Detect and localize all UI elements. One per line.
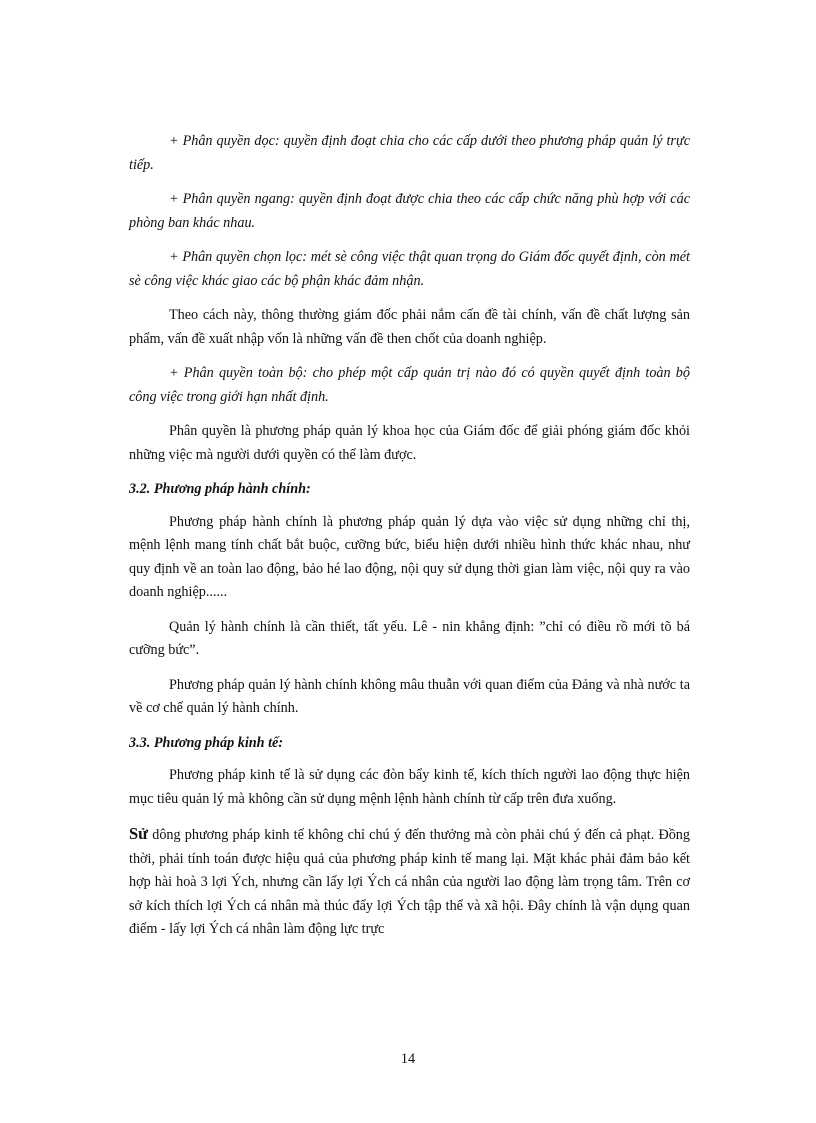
paragraph-lead-word: Sử [129,824,149,843]
paragraph-administrative-definition: Phương pháp hành chính là phương pháp quản lý dựa vào việc sử dụng những chỉ thị, mệnh lệnh mang tính chất bắt buộc, cưỡng bức, biểu hiện dưới nhiều hình thức khác nhau, như quy định về an toàn lao động, bảo hé lao động, nội quy sử dụng thời gian làm việc, nội quy ra vào doanh nghiệp...... [129,513,690,600]
paragraph-director-duties: Theo cách này, thông thường giám đốc phải nắm cấn đề tài chính, vấn đề chất lượng sản phẩm, vấn đề xuất nhập vốn là những vấn đề then chốt của doanh nghiệp. [129,307,690,347]
section-heading-economic: 3.3. Phương pháp kinh tế: [129,734,284,751]
paragraph-delegation-summary: Phân quyền là phương pháp quản lý khoa học của Giám đốc để giải phóng giám đốc khỏi những việc mà người dưới quyền có thể làm được. [129,423,690,463]
paragraph-economic-usage-text: dông phương pháp kinh tế không chỉ chú ý đến thưởng mà còn phải chú ý đến cả phạt. Đồng thời, phải tính toán được hiệu quả của phương pháp kinh tế mang lại. Mặt khác phải đảm bảo kết hợp hài hoà 3 lợi Ých, nhưng cần lấy lợi Ých cá nhân của người lao động làm trọng tâm. Trên cơ sở kích thích lợi Ých cá nhân mà thúc đẩy lợi Ých tập thể và xã hội. Đây chính là vận dụng quan điểm - lấy lợi Ých cá nhân làm động lực trực [129,827,690,937]
paragraph-full-delegation: + Phân quyền toàn bộ: cho phép một cấp quản trị nào đó có quyền quyết định toàn bộ công việc trong giới hạn nhất định. [129,365,690,405]
page-body [129,130,690,942]
paragraph-administrative-policy: Phương pháp quản lý hành chính không mâu thuẫn với quan điểm của Đảng và nhà nước ta về cơ chế quản lý hành chính. [129,676,690,716]
paragraph-horizontal-delegation: + Phân quyền ngang: quyền định đoạt được chia theo các cấp chức năng phù hợp với các phòng ban khác nhau. [129,191,690,231]
paragraph-economic-definition: Phương pháp kinh tế là sử dụng các đòn bẩy kinh tế, kích thích người lao động thực hiện mục tiêu quản lý mà không cần sử dụng mệnh lệnh hành chính từ cấp trên đưa xuống. [129,767,690,807]
paragraph-economic-usage [129,822,690,942]
section-heading-administrative: 3.2. Phương pháp hành chính: [129,481,311,497]
page-number: 14 [400,1051,416,1067]
paragraph-selective-delegation: + Phân quyền chọn lọc: mét sè công việc thật quan trọng do Giám đốc quyết định, còn mét sè công việc khác giao các bộ phận khác đảm nhận. [129,249,690,289]
paragraph-vertical-delegation: + Phân quyền dọc: quyền định đoạt chia cho các cấp dưới theo phương pháp quản lý trực tiếp. [129,133,690,173]
paragraph-lenin-quote: Quản lý hành chính là cần thiết, tất yếu. Lê - nin khẳng định: ”chỉ có điều rồ mới tõ bá cưỡng bức”. [129,618,690,658]
